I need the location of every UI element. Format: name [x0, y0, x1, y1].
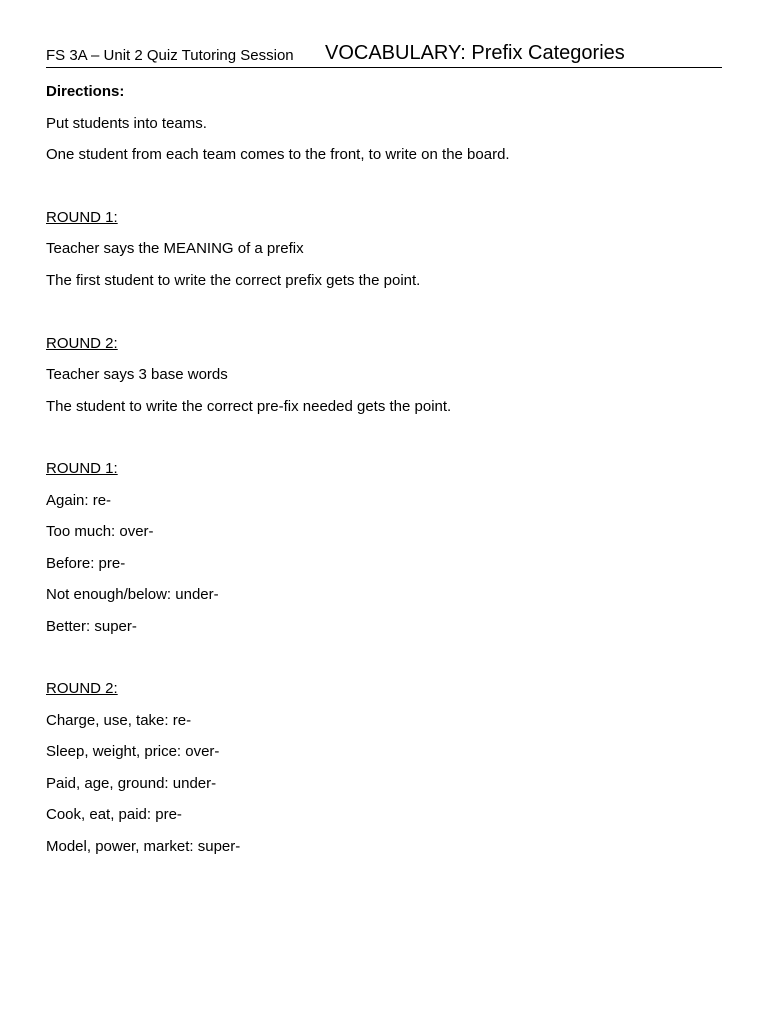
round2-rule-line: The student to write the correct pre-fix needed gets the point.: [46, 398, 452, 415]
round1-answer-item: Before: pre-: [46, 555, 126, 572]
round2-answer-item: Charge, use, take: re-: [46, 712, 192, 729]
page-title: VOCABULARY: Prefix Categories: [325, 42, 625, 64]
round2-rule-line: Teacher says 3 base words: [46, 366, 228, 383]
directions-heading: Directions:: [46, 83, 125, 100]
round1-answer-item: Not enough/below: under-: [46, 586, 219, 603]
directions-line: Put students into teams.: [46, 115, 207, 132]
round1-answer-item: Too much: over-: [46, 523, 154, 540]
round2-answer-item: Sleep, weight, price: over-: [46, 743, 220, 760]
round2-answer-item: Cook, eat, paid: pre-: [46, 806, 182, 823]
round2-answers-heading: ROUND 2:: [46, 680, 118, 697]
directions-line: One student from each team comes to the front, to write on the board.: [46, 146, 510, 163]
round1-rules-heading: ROUND 1:: [46, 209, 118, 226]
round1-answer-item: Better: super-: [46, 618, 137, 635]
round1-rule-line: Teacher says the MEANING of a prefix: [46, 240, 304, 257]
round2-answer-item: Paid, age, ground: under-: [46, 775, 217, 792]
round1-answers-heading: ROUND 1:: [46, 460, 118, 477]
round2-rules-heading: ROUND 2:: [46, 335, 118, 352]
round2-answer-item: Model, power, market: super-: [46, 838, 241, 855]
round1-rule-line: The first student to write the correct prefix gets the point.: [46, 272, 421, 289]
page-header: [46, 40, 722, 68]
course-title: FS 3A – Unit 2 Quiz Tutoring Session: [46, 47, 294, 64]
round1-answer-item: Again: re-: [46, 492, 112, 509]
